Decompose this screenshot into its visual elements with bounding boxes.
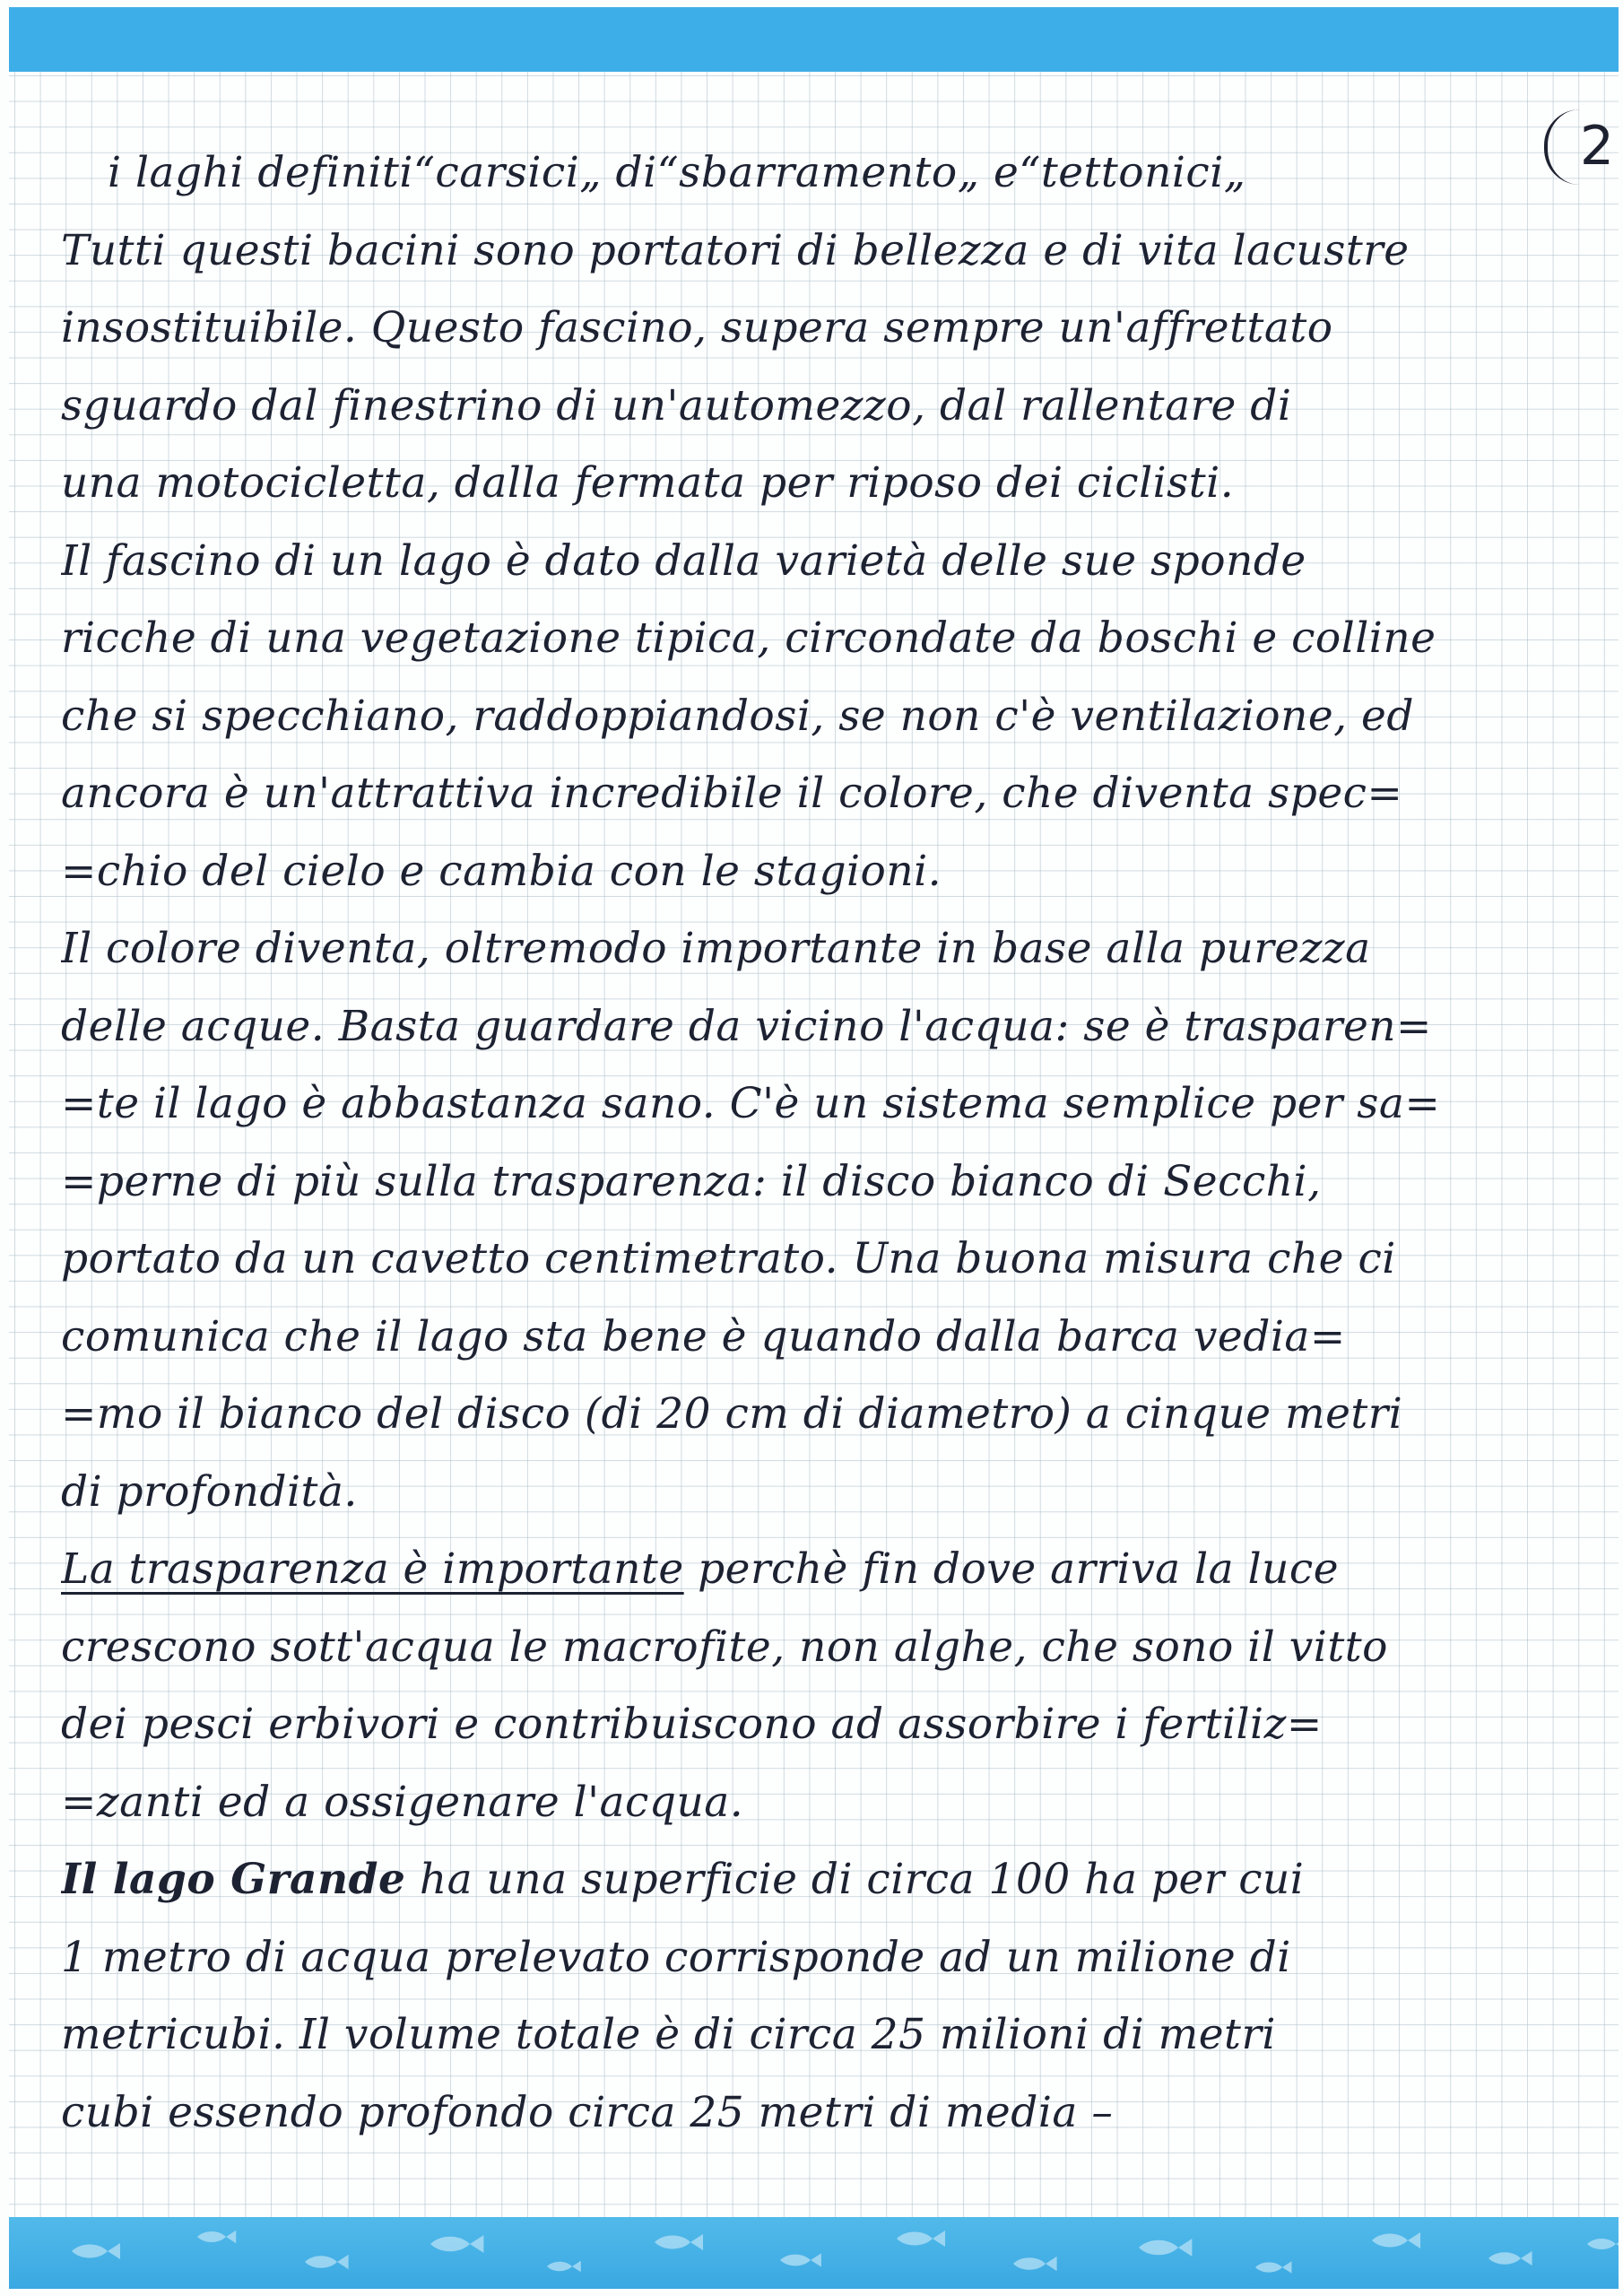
note-line: [61, 910, 1576, 988]
note-line-text: crescono sott'acqua le macrofite, non alghe, che sono il vitto: [61, 1622, 1388, 1672]
note-line: [61, 833, 1576, 911]
note-line: [61, 2074, 1576, 2152]
note-line-text: 1 metro di acqua prelevato corrisponde ad un milione di: [61, 1932, 1291, 1982]
fish-icon: [197, 2231, 236, 2243]
fish-icon: [547, 2261, 581, 2273]
note-line: [61, 1299, 1576, 1377]
note-line: [61, 1531, 1576, 1609]
note-line: [61, 368, 1576, 446]
note-line-text: Il colore diventa, oltremodo importante in base alla purezza: [61, 924, 1371, 973]
note-line-text: ha una superficie di circa 100 ha per cui: [405, 1855, 1305, 1904]
note-line-text: sguardo dal finestrino di un'automezzo, dal rallentare di: [61, 380, 1292, 430]
note-line: [61, 988, 1576, 1066]
note-line: [61, 1221, 1576, 1299]
fish-icon: [1587, 2238, 1619, 2250]
note-line-text: Il fascino di un lago è dato dalla varietà delle sue sponde: [61, 535, 1306, 586]
note-line-text: =zanti ed a ossigenare l'acqua.: [61, 1777, 744, 1827]
note-line-text: insostituibile. Questo fascino, supera sempre un'affrettato: [61, 303, 1333, 352]
fish-pattern: [9, 2217, 1619, 2289]
note-line: [61, 1376, 1576, 1454]
note-line: [61, 678, 1576, 756]
note-line: [61, 1609, 1576, 1687]
note-line-text: delle acque. Basta guardare da vicino l'acqua: se è trasparen=: [61, 1001, 1432, 1051]
note-line: [61, 135, 1576, 213]
fish-icon: [655, 2234, 703, 2250]
note-line-text: cubi essendo profondo circa 25 metri di media –: [61, 2087, 1114, 2137]
note-line-text: dei pesci erbivori e contribuiscono ad assorbire i fertiliz=: [61, 1700, 1323, 1749]
note-line-text: metricubi. Il volume totale è di circa 25 milioni di metri: [61, 2010, 1276, 2059]
fish-icon: [897, 2231, 945, 2247]
note-line-text: perchè fin dove arriva la luce: [683, 1544, 1340, 1594]
note-line: [61, 1686, 1576, 1764]
note-line: [61, 1454, 1576, 1532]
note-line: [61, 1841, 1576, 1919]
note-line: [61, 1764, 1576, 1842]
note-line-text: =te il lago è abbastanza sano. C'è un sistema semplice per sa=: [61, 1079, 1441, 1128]
note-line-text: i laghi definiti“carsici„ di“sbarramento„ e“tettonici„: [108, 148, 1246, 197]
note-line: [61, 445, 1576, 523]
note-line-text: comunica che il lago sta bene è quando dalla barca vedia=: [61, 1311, 1346, 1361]
page-number: 2: [1579, 115, 1614, 178]
note-line-text: portato da un cavetto centimetrato. Una buona misura che ci: [61, 1234, 1396, 1283]
fish-icon: [1139, 2239, 1192, 2257]
note-line-text: =perne di più sulla trasparenza: il disco bianco di Secchi,: [61, 1156, 1322, 1206]
note-line: [61, 213, 1576, 291]
note-line: [61, 600, 1576, 678]
bold-heading-phrase: Il lago Grande: [61, 1855, 406, 1904]
fish-icon: [1488, 2251, 1532, 2266]
note-line-text: di profondità.: [61, 1466, 358, 1517]
note-line: [61, 1144, 1576, 1222]
fish-icon: [1013, 2257, 1057, 2271]
note-line-text: ricche di una vegetazione tipica, circondate da boschi e colline: [61, 613, 1436, 663]
handwritten-notes: [61, 135, 1576, 2206]
underlined-phrase: La trasparenza è importante: [61, 1544, 684, 1594]
note-line: [61, 290, 1576, 368]
fish-icon: [1255, 2261, 1292, 2274]
note-line-text: una motocicletta, dalla fermata per riposo dei ciclisti.: [61, 458, 1235, 508]
note-line: [61, 1996, 1576, 2074]
note-line: [61, 1065, 1576, 1144]
top-color-band: [9, 7, 1619, 72]
note-line-text: =mo il bianco del disco (di 20 cm di diametro) a cinque metri: [61, 1389, 1403, 1439]
bottom-fish-band: [9, 2217, 1619, 2289]
note-line: [61, 523, 1576, 601]
note-line-text: Tutti questi bacini sono portatori di bellezza e di vita lacustre: [61, 225, 1410, 275]
fish-icon: [430, 2235, 483, 2253]
fish-icon: [72, 2243, 120, 2259]
note-line-text: ancora è un'attrattiva incredibile il colore, che diventa spec=: [61, 769, 1403, 818]
fish-icon: [780, 2253, 821, 2266]
note-line: [61, 755, 1576, 833]
note-line-text: che si specchiano, raddoppiandosi, se non c'è ventilazione, ed: [61, 691, 1414, 741]
fish-icon: [1372, 2232, 1420, 2248]
fish-icon: [305, 2255, 349, 2269]
note-line: [61, 1919, 1576, 1997]
note-line-text: =chio del cielo e cambia con le stagioni.: [61, 846, 942, 896]
